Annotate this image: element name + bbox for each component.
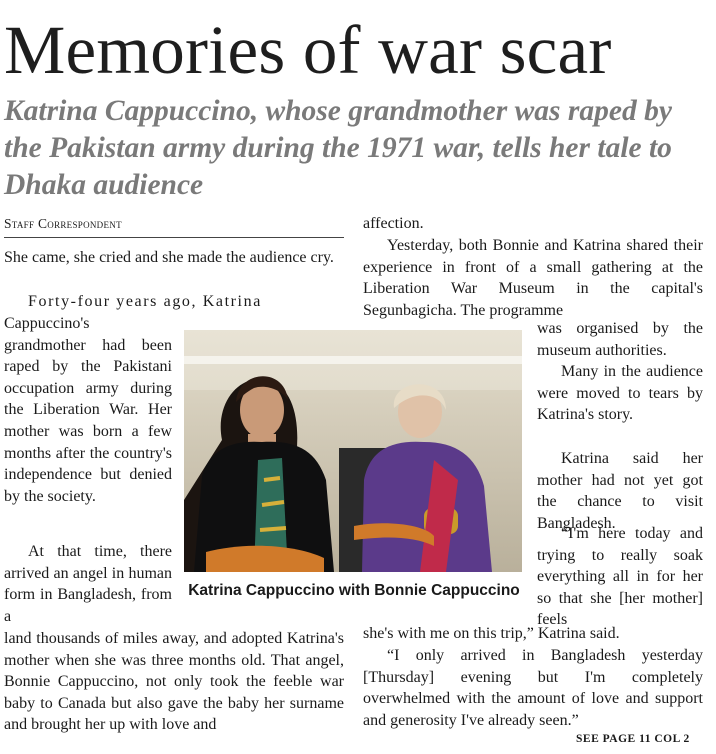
article-photo [184,330,522,572]
col1-paragraph-2-wrap: Cappuccino's grandmother had been raped by the Pakistani occupation army during the Liberation War. Her mother was born a few months after the country's independence but denied by the society. [4,315,172,505]
col2-paragraph-4: Katrina said her mother had not yet got the chance to visit Bangladesh. [537,450,703,532]
col2-paragraph-1: affection. [363,215,424,232]
headline: Memories of war scar [4,12,612,88]
col1-paragraph-1: She came, she cried and she made the audience cry. [4,249,334,266]
col1-paragraph-3-cont: land thousands of miles away, and adopted Katrina's mother when she was three months old. That angel, Bonnie Cappuccino, not only took the feeble war baby to Canada but also gave the baby her surname and brought her up with love and [4,630,344,734]
col2-paragraph-5-cont: she's with me on this trip,” Katrina said. [363,625,620,642]
col2-paragraph-2: Yesterday, both Bonnie and Katrina shared their experience in front of a small gathering at the Liberation War Museum in the capital's Segunbagicha. The programme [363,237,703,319]
col1-paragraph-3-wrap: At that time, there arrived an angel in human form in Bangladesh, from a [4,543,172,625]
col1-paragraph-2-lead: Forty-four years ago, Katrina [28,293,262,310]
byline: Staff Correspondent [4,216,344,238]
col2-paragraph-2-wrap: was organised by the museum authorities. [537,320,703,359]
photo-people-illustration [184,330,522,572]
jump-line: SEE PAGE 11 COL 2 [576,733,690,745]
col2-paragraph-5-wrap: “I'm here today and trying to really soak everything all in for her so that she [her mother] feels [537,525,703,629]
col2-paragraph-3: Many in the audience were moved to tears by Katrina's story. [537,363,703,424]
photo-caption: Katrina Cappuccino with Bonnie Cappuccino [188,582,520,599]
deck: Katrina Cappuccino, whose grandmother was raped by the Pakistan army during the 1971 war, tells her tale to Dhaka audience [4,95,672,201]
col2-paragraph-6: “I only arrived in Bangladesh yesterday [Thursday] evening but I'm completely overwhelmed with the amount of love and support and generosity I've already seen.” [363,647,703,729]
